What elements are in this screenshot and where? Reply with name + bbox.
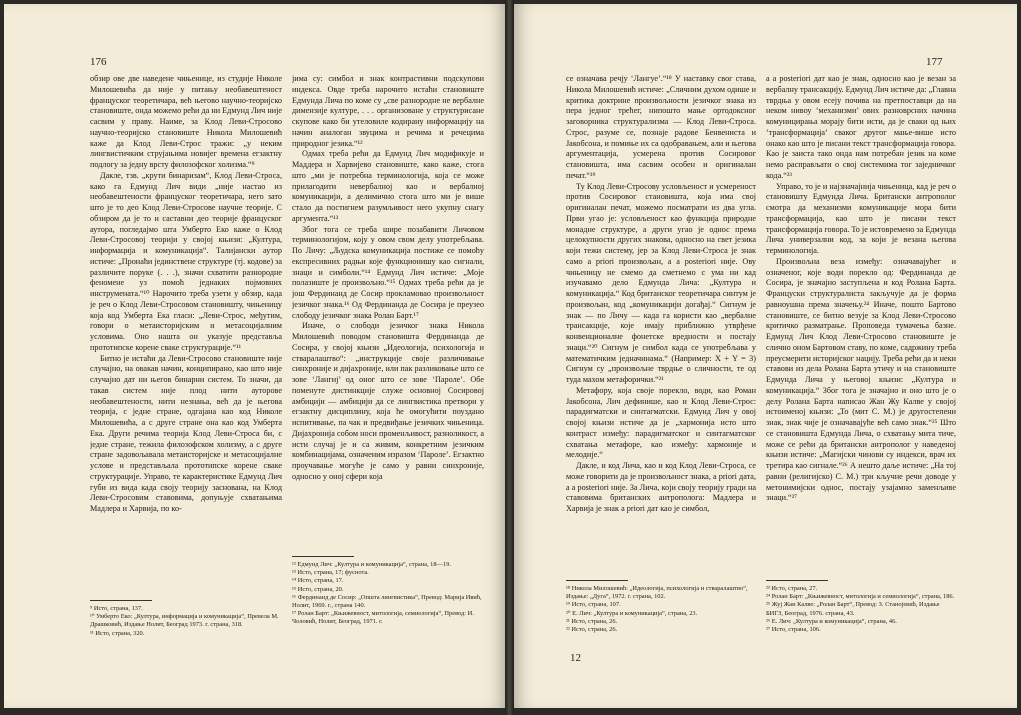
- footnote: ²⁵ Жуј Жан Калве: „Ролан Барт“, Превод: З. Станојевић, Издање БИГЗ, Београд, 1976. страна, 43.: [766, 601, 940, 617]
- footnote: ²³ Исто, страна, 27.: [766, 585, 818, 592]
- footnote: ²⁷ Исто, страна, 106.: [766, 626, 821, 634]
- paragraph: се означава речју ‘Лангуе’.“¹⁸ У наставку свог става, Никола Милошевић истиче: „Сличним духом одише и критика доктрине произвољности језичког знака из пера једног трећег, нипошто мање ортодоксног заговорника структурализма — Клод Леви-Строса. Строс, разуме се, познаје радове Бенвениста и Јакобсона, и помиње их са одобравањем, али и његова аргументација, усмерена против Сосировог становишта, има сасвим особен и оригиналан печат.“¹⁹: [566, 74, 756, 180]
- right-column-2: [766, 74, 956, 576]
- footnote-rule: [766, 580, 828, 581]
- footnote: ¹⁵ Исто, страна, 20.: [292, 585, 344, 593]
- right-column-1-footnotes: [566, 580, 756, 644]
- paragraph: Ту Клод Леви-Стросову условљеност и усмереност против Сосировог становишта, која има свој оригиналан печат, можемо посматрати из два угла. Први угао је: условљеност као функција природне монадне структуре, а други угао је однос према целокупности других знакова, односно на свет језика који тежи систему, јер за Клод Леви-Строса је знак само a priori произвољан, а a posteriori није. Ову чињеницу не смемо да сметнемо с ума ни кад изучавамо дело Едмунда Лича: „Култура и комуникација.“ Код британског теоретичара синтум је произвољан, код „комуникацији догађај.“ Сигнум је знак — по Личу — када га користи као „вербалне трансакције, које имају приближно утврђене конвенционалне фонетске вредности и постају знаци.“²⁰ Сигнум је симбол када се употребљава у математичким једначинама.“ (Например: X + Y = 3) Сигнум су „произвољне тврдње о сличности, те од туда махом метафорички.“²¹: [566, 181, 756, 384]
- footnote: ¹⁸ Никола Милошевић: „Идеологија, психологија и стваралаштво“, Издање: „Дуга“, 1972. г. страна, 102.: [566, 585, 748, 601]
- left-column-2: [292, 74, 484, 552]
- footnote: ¹⁶ Фердинанд де Сосир: „Општа лингвистика“, Превод: Марија Ивић, Нолит, 1969. г., страна 140.: [292, 593, 482, 610]
- right-column-1: [566, 74, 756, 576]
- footnote-rule: [292, 556, 354, 557]
- footnote: ¹⁰ Умберто Еко: „Култура, информација и комуникација“, Превела М. Драшковић, Издање Нолит, Београд 1973. г. страна, 318.: [90, 613, 279, 629]
- footnote: ²⁶ Е. Лич: „Култура и комуникација“, страна, 46.: [766, 617, 897, 625]
- footnote-rule: [566, 580, 628, 581]
- paragraph: Дакле, и код Лича, као и код Клод Леви-Строса, се може говорити да је произвољност знака, a priori дата, а a posteriori није. За Лича, који своју теорију гради на ставовима британских антрополога: Мадлера и Харвија је знак a priori дат као је симбол,: [566, 461, 756, 513]
- footnote: ²¹ Исто, страна, 26.: [566, 617, 618, 625]
- page-number-right: 177: [926, 56, 943, 68]
- footnote: ²² Исто, страна, 26.: [566, 626, 618, 634]
- paragraph: јима су: симбол и знак контрастивни подскупови индекса. Овде треба нарочито истаћи становиште Едмунда Лича по коме су „све разнородне не вербалне димензије културе, . . . организоване у структурисане скупове како би утеловиле кодирану информацију на начин аналоган звуцима и речима и речецима природног језика.“¹²: [292, 74, 484, 148]
- footnote: ²⁰ Е. Лич: „Култура и комуникација“, страна, 23.: [566, 609, 698, 617]
- footnote: ¹² Едмунд Лич: „Култура и комуникација“, страна, 18—19.: [292, 561, 451, 568]
- footnote: ²⁴ Ролан Барт: „Књижевност, митологија и семиологија“, страна, 186.: [766, 593, 955, 601]
- signature-mark: 12: [570, 652, 581, 664]
- paragraph: Дакле, тзв. „крути бинаризам“, Клод Леви-Строса, како га Едмунд Лич види „није настао из необавештености француског теоретичара, него зато што је то део Клод Леви-Стросове научне теорије. С обзиром да је то и саставни део теорије француског аутора, погледајмо шта Умберто Еко каже о Клод Леви-Стросовој теорији у својој књизи: „Култура, информација и комуникација“. Талијански аутор истиче: „Пронаћи јединствене структуре (тј. кодове) за различите поруке (. . .), значи схватити разнородне феномене уз помоћ једнаких појмовних инструмената.“¹⁰ Нарочито треба узети у обзир, када је реч о Клод Леви-Стросовом становишту, чињеницу која код Умберта Ека гласи: „Леви-Строс, међутим, говори о метаисторијским и метасоцијалним условима. Оно нашта он указује представља прототипске корене сваке структурације.“¹¹: [90, 170, 282, 352]
- book-gutter: [505, 0, 514, 715]
- footnote: ¹⁹ Исто, страна, 107.: [566, 601, 621, 609]
- footnote: ¹¹ Исто, страна, 320.: [90, 629, 145, 637]
- paragraph: Произвољна веза између: означавајућег и означеног, које води порекло од: Фердинанда де Сосира, је значајно заступљена и код Ролана Барта. Француски структуралиста закључује да је форма равноушна према значењу.²⁴ Иначе, пошто Бартово становиште, се битно везује за Клод Леви-Стросово критичко разматрање. Проповеда тумачења базне. Едмунд Лич Клод Леви-Стросово становиште је слично оном Бартовом ставу, по коме, садржину треба преусмерити историјског нацију. Треба рећи да и неки ставови из дела Ролана Барта утичу и на становиште Едмунда Лича у његовој књизи: „Култура и комуникација.“ Због тога је значајно и оно што је о делу Ролана Барта написао Жан Жу Калве у својој истоименој књизи: „То (мит С. М.) је другостепени знак, знак чије је означавајуће већ само знак.“²⁵ Што се становишта Едмунда Лича, о схватању мита тиче, може се рећи да британски антрополог у наведеној књизи истиче: „Магијски чинови су индекси, врач их третира као сигнале.“²⁶ А нешто даље истиче: „На тој равни (религијско) С. М.) три кључне речи доводе у метонимијски однос, постају узајамно заменљиве знаци.“²⁷: [766, 256, 956, 503]
- page-number-left: 176: [90, 56, 107, 68]
- footnote: ¹³ Исто, страна, 17; фуснота.: [292, 569, 369, 577]
- paragraph: Одмах треба рећи да Едмунд Лич модификује и Маддера и Харвијево становиште, како каже, стога што „ми је потребна терминологија, која се може прилагодити невербалној као и вербалној комуникацији, а делимично стога што ми је више стало да постигнем разумљивост него укупну снагу аргумента.“¹³: [292, 149, 484, 223]
- left-column-1-footnotes: [90, 600, 282, 660]
- footnote: ¹⁷ Ролан Барт: „Књижевност, митологија, семиологија“, Превод: И. Чоловић, Нолит, Београд, 1971. г.: [292, 610, 474, 626]
- left-column-1: [90, 74, 282, 597]
- paragraph: обзир ове две наведене чињенице, из студије Николе Милошевића да није у питању необавештеност француског теоретичара, већ његово научно-теоријско становиште, онда можемо рећи да ни Едмунд Лич није сасвим у праву. Наиме, за Клод Леви-Стросово научно-теоријско становиште Никола Милошевић каже да Клод Леви-Строс тражи: „у неким лингвистичким струјањима новијег времена егзактну подлогу за једну врсту филозофског холизма.“⁹: [90, 74, 282, 169]
- paragraph: Битно је истаћи да Леви-Стросово становиште није случајно, на овакав начин, конципирано, као што није случајно дат ни његов бинарни систем. То значи, да такав систем није плод нити ауторове необавештености, нити незнања, већ да је његова теорија, с једне стране, одгајана као код Николе Милошевића, а с друге стране она као код Умберта Ека. Други речима теорија Клод Леви-Строса би, с једне стране, тежила филозофском холизму, а с друге стране задовољавала метаисторијске и метасоцијалне услове и представљала прототипске корене сваке структурације. Управо, те карактеристике Едмунд Лич губи из вида када своју теорију заснована, на Клод Леви-Стросовим ставовима, допуњује схватањима Мадлера и Харвија, по ко-: [90, 353, 282, 513]
- paragraph: Иначе, о слободи језичког знака Никола Милошевић поводом становишта Фердинанда де Сосира, у својој књизи „Идеологија, психологија и стваралаштво“: „инструкције своје различивање синхроније и дијахроније, или пак разликовање што се зове ‘Лангиј’ од оног што се зове ‘Пароле’. Обе поменуте дистинкције служе основној Сосировој амбицији — амбицији да се лингвистика претвори у егзактну дисциплину, која ће омогућити поуздано испитивање, па чак и предвиђање језичких чињеница. Дијахронија собом носи променљивост, разноликост, а исти случај је и са живим, конкретним језичким комбинацијама, означеним изразом ‘Пароле’. Егзактно проучавање могуће је само у равни синхроније, односно у оној сфери која: [292, 321, 484, 481]
- footnote: ⁹ Исто, страна, 137.: [90, 605, 143, 612]
- right-column-2-footnotes: [766, 580, 956, 652]
- left-column-2-footnotes: [292, 556, 484, 651]
- footnote: ¹⁴ Исто, страна, 17.: [292, 577, 344, 585]
- footnote-rule: [90, 600, 152, 601]
- paragraph: Управо, то је и најзначајнија чињеница, кад је реч о становишту Едмунда Лича. Британски антрополог смотра да механизми комуникације мора бити трансформација, као што је писани текст трансформација говора. То је истовремено за Едмунда Лича универзални код, за који је везана његова терминологија.: [766, 181, 956, 255]
- paragraph: Због тога се треба шире позабавити Личовом терминологијом, коју у овом свом делу употребљава. По Личу: „Људска комуникација постиже се помоћу експресивних радњи које функционишу као сигнали, знаци и симболи.“¹⁴ Едмунд Лич истиче: „Моје полазиште је произвољно.“¹⁵ Одмах треба рећи да је још Фердинанд де Сосир прокламовао произвољност језичког знака.¹⁶ Од Фердинанда де Сосира је преузео слободу језичког знака Ролан Барт.¹⁷: [292, 224, 484, 320]
- paragraph: Метафору, која своје порекло, води, као Роман Јакобсона, Лич дефинише, као и Клод Леви-Строс: парадигматски и синтагматски. Едмунд Лич у овој својој књизи истиче да је „хармонија исто што контраст између: парадигматског и синтагматског схватања метафоре, као између: хармоније и мелодије.“: [566, 385, 756, 460]
- paragraph: а a posteriori дат као је знак, односно као је везан за вербалну трансакцију. Едмунд Лич истиче да: „Главна тврдња у овом есеју почива на претпоставци да на неком нивоу ‘механизми’ ових разноврсних начина комуницирања морају бити исти, да је сваки од њих ‘трансформација’ сваког другог мање-више исто онако као што је писани текст трансформација говора. Као је заиста тако онда нам потребан језик на коме немо расправљати о свој системима тог заједничког кода.“²³: [766, 74, 956, 180]
